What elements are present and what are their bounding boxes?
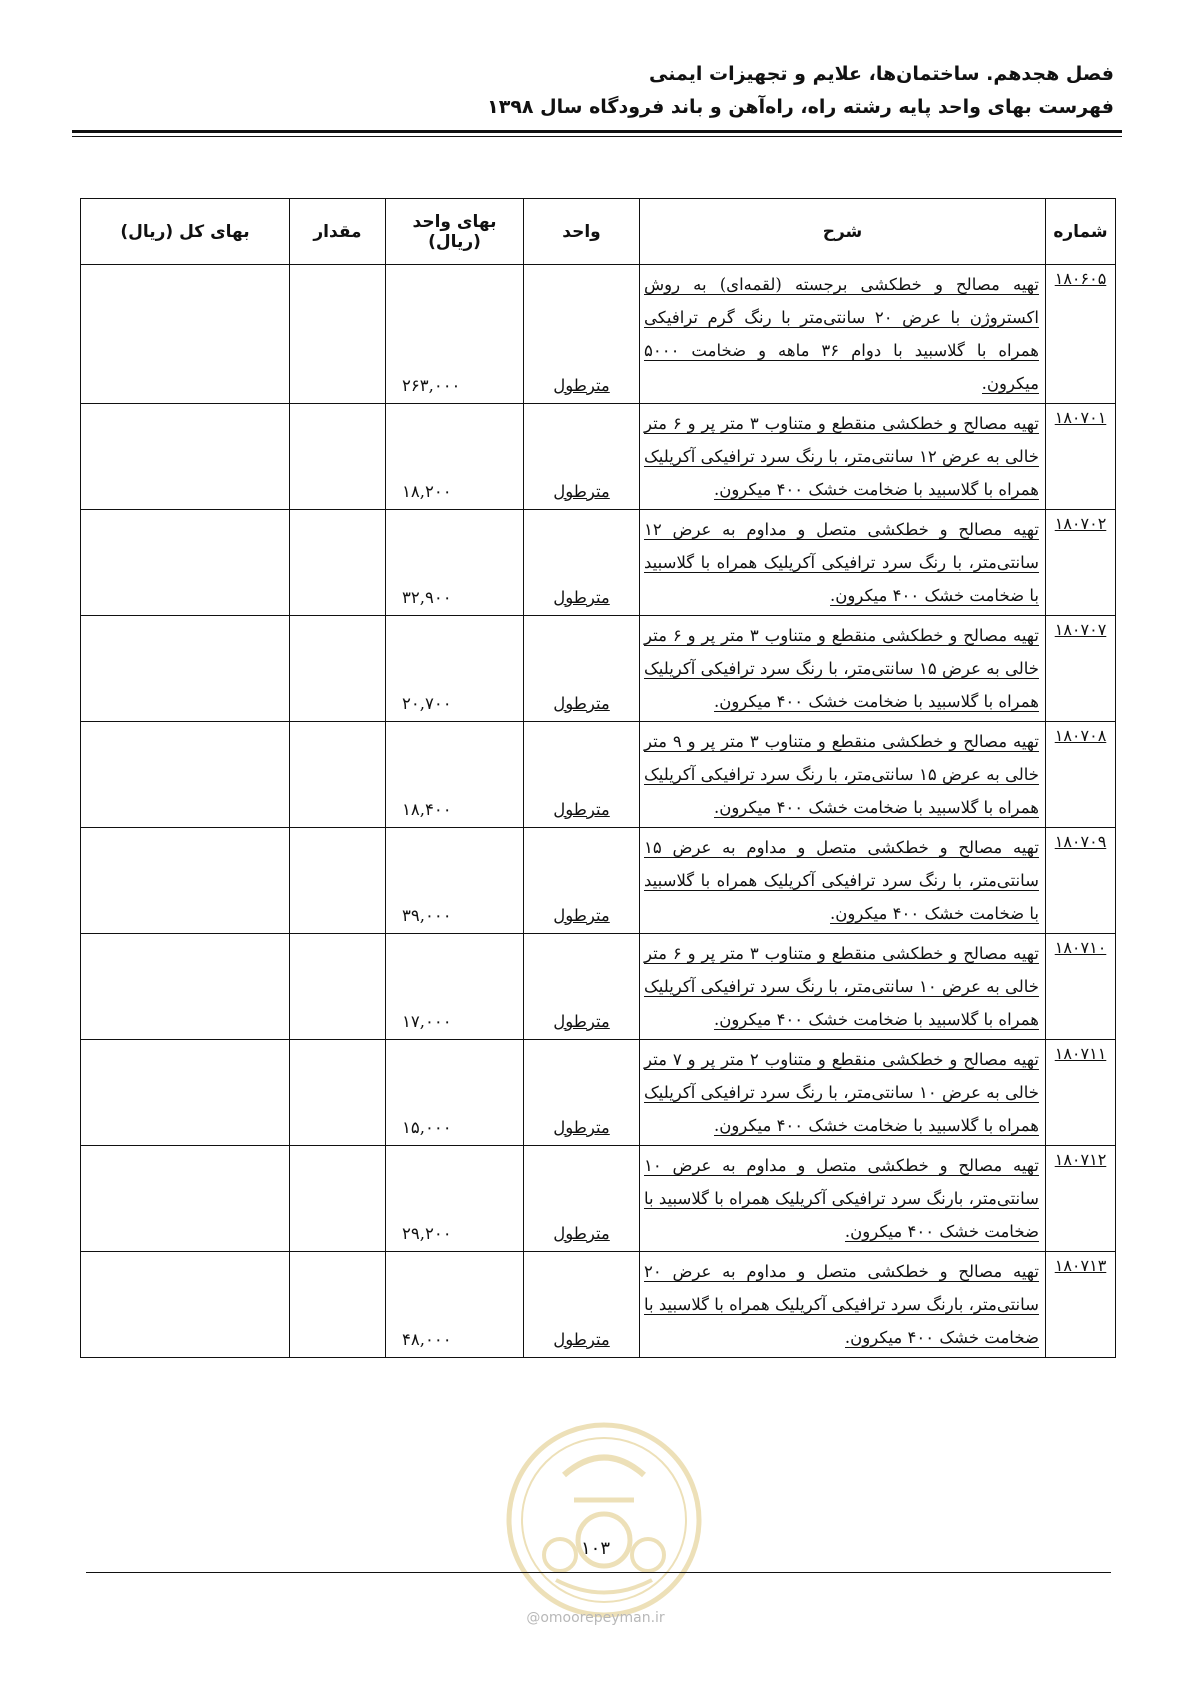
column-header-description: شرح (640, 199, 1046, 265)
item-unit-text: مترطول (553, 1224, 610, 1243)
item-description (640, 1252, 1046, 1358)
item-unit (524, 934, 640, 1040)
item-unit-price-text: ۲۶۳,۰۰۰ (402, 376, 461, 395)
item-unit-text: مترطول (553, 800, 610, 819)
table-row (81, 828, 1116, 934)
item-unit-price (386, 510, 524, 616)
item-unit-price (386, 265, 524, 404)
item-unit-price-text: ۱۷,۰۰۰ (402, 1012, 452, 1031)
item-code: ۱۸۰۷۱۱ (1046, 1040, 1116, 1146)
chapter-title: فصل هجدهم. ساختمان‌ها، علایم و تجهیزات ایمنی (649, 63, 1114, 85)
item-description (640, 510, 1046, 616)
item-unit (524, 1252, 640, 1358)
table-row (81, 722, 1116, 828)
item-total-price[interactable] (81, 265, 290, 404)
item-quantity[interactable] (290, 1146, 386, 1252)
table-row (81, 1040, 1116, 1146)
item-quantity[interactable] (290, 1040, 386, 1146)
header-rule-thick (72, 130, 1122, 133)
item-quantity[interactable] (290, 934, 386, 1040)
item-unit-text: مترطول (553, 1118, 610, 1137)
item-unit-price (386, 1040, 524, 1146)
item-quantity[interactable] (290, 616, 386, 722)
item-quantity[interactable] (290, 1252, 386, 1358)
column-header-unit: واحد (524, 199, 640, 265)
seal-logo (504, 1420, 704, 1620)
item-description (640, 934, 1046, 1040)
item-description (640, 265, 1046, 404)
watermark: @omoorepeyman.ir (526, 1610, 665, 1626)
item-quantity[interactable] (290, 265, 386, 404)
item-description (640, 1040, 1046, 1146)
item-unit-price (386, 934, 524, 1040)
table-row (81, 404, 1116, 510)
column-header-quantity: مقدار (290, 199, 386, 265)
item-quantity[interactable] (290, 722, 386, 828)
item-description-text: تهیه مصالح و خطکشی منقطع و متناوب ۳ متر پر و ۶ متر خالی به عرض ۱۵ سانتی‌متر، با رنگ سرد ترافیکی آکریلیک همراه با گلاسبید با ضخامت خشک ۴۰۰ میکرون. (644, 626, 1039, 711)
item-total-price[interactable] (81, 934, 290, 1040)
item-code: ۱۸۰۷۰۸ (1046, 722, 1116, 828)
item-unit-price-text: ۳۲,۹۰۰ (402, 588, 452, 607)
item-unit-text: مترطول (553, 1012, 610, 1031)
item-unit (524, 722, 640, 828)
item-unit-price-text: ۱۸,۴۰۰ (402, 800, 452, 819)
item-unit-price (386, 616, 524, 722)
item-unit (524, 265, 640, 404)
page-number: ۱۰۳ (580, 1538, 610, 1559)
item-total-price[interactable] (81, 616, 290, 722)
item-quantity[interactable] (290, 828, 386, 934)
item-code: ۱۸۰۷۰۹ (1046, 828, 1116, 934)
item-unit (524, 404, 640, 510)
page-header (72, 58, 1122, 124)
item-description (640, 1146, 1046, 1252)
item-code: ۱۸۰۷۱۲ (1046, 1146, 1116, 1252)
item-quantity[interactable] (290, 510, 386, 616)
item-unit-text: مترطول (553, 482, 610, 501)
item-unit-text: مترطول (553, 1330, 610, 1349)
item-unit (524, 1040, 640, 1146)
footer-rule (86, 1572, 1111, 1573)
item-code: ۱۸۰۶۰۵ (1046, 265, 1116, 404)
item-description (640, 616, 1046, 722)
header-rule-thin (72, 136, 1122, 137)
item-unit-text: مترطول (553, 376, 610, 395)
item-description-text: تهیه مصالح و خطکشی متصل و مداوم به عرض ۱۰ سانتی‌متر، بارنگ سرد ترافیکی آکریلیک همراه با گلاسبید با ضخامت خشک ۴۰۰ میکرون. (644, 1156, 1039, 1241)
item-total-price[interactable] (81, 1040, 290, 1146)
item-total-price[interactable] (81, 404, 290, 510)
item-description-text: تهیه مصالح و خطکشی منقطع و متناوب ۳ متر پر و ۶ متر خالی به عرض ۱۲ سانتی‌متر، با رنگ سرد ترافیکی آکریلیک همراه با گلاسبید با ضخامت خشک ۴۰۰ میکرون. (644, 414, 1039, 499)
item-description-text: تهیه مصالح و خطکشی منقطع و متناوب ۲ متر پر و ۷ متر خالی به عرض ۱۰ سانتی‌متر، با رنگ سرد ترافیکی آکریلیک همراه با گلاسبید با ضخامت خشک ۴۰۰ میکرون. (644, 1050, 1039, 1135)
table-row (81, 510, 1116, 616)
item-unit-price-text: ۱۵,۰۰۰ (402, 1118, 452, 1137)
table-row (81, 265, 1116, 404)
item-description-text: تهیه مصالح و خطکشی منقطع و متناوب ۳ متر پر و ۹ متر خالی به عرض ۱۵ سانتی‌متر، با رنگ سرد ترافیکی آکریلیک همراه با گلاسبید با ضخامت خشک ۴۰۰ میکرون. (644, 732, 1039, 817)
item-quantity[interactable] (290, 404, 386, 510)
table-row (81, 1252, 1116, 1358)
column-header-total-price: بهای کل (ریال) (81, 199, 290, 265)
item-description (640, 722, 1046, 828)
item-unit-price (386, 722, 524, 828)
item-code: ۱۸۰۷۰۷ (1046, 616, 1116, 722)
item-unit-text: مترطول (553, 906, 610, 925)
item-description-text: تهیه مصالح و خطکشی متصل و مداوم به عرض ۱۲ سانتی‌متر، با رنگ سرد ترافیکی آکریلیک همراه با گلاسبید با ضخامت خشک ۴۰۰ میکرون. (644, 520, 1039, 605)
item-unit-text: مترطول (553, 588, 610, 607)
item-unit-text: مترطول (553, 694, 610, 713)
table-row (81, 616, 1116, 722)
item-total-price[interactable] (81, 1146, 290, 1252)
item-unit-price (386, 1252, 524, 1358)
item-total-price[interactable] (81, 510, 290, 616)
table-row (81, 1146, 1116, 1252)
item-unit (524, 828, 640, 934)
item-code: ۱۸۰۷۰۲ (1046, 510, 1116, 616)
item-total-price[interactable] (81, 1252, 290, 1358)
document-title: فهرست بهای واحد پایه رشته راه، راه‌آهن و باند فرودگاه سال ۱۳۹۸ (487, 96, 1114, 118)
item-unit (524, 510, 640, 616)
item-code: ۱۸۰۷۱۰ (1046, 934, 1116, 1040)
item-unit-price-text: ۱۸,۲۰۰ (402, 482, 452, 501)
item-description-text: تهیه مصالح و خطکشی برجسته (لقمه‌ای) به روش اکستروژن با عرض ۲۰ سانتی‌متر با رنگ گرم ترافیکی همراه با گلاسبید با دوام ۳۶ ماهه و ضخامت ۵۰۰۰ میکرون. (644, 275, 1039, 393)
column-header-unit-price: بهای واحد (ریال) (386, 199, 524, 265)
item-unit-price (386, 828, 524, 934)
item-unit-price-text: ۲۹,۲۰۰ (402, 1224, 452, 1243)
item-description-text: تهیه مصالح و خطکشی منقطع و متناوب ۳ متر پر و ۶ متر خالی به عرض ۱۰ سانتی‌متر، با رنگ سرد ترافیکی آکریلیک همراه با گلاسبید با ضخامت خشک ۴۰۰ میکرون. (644, 944, 1039, 1029)
item-total-price[interactable] (81, 722, 290, 828)
item-code: ۱۸۰۷۱۳ (1046, 1252, 1116, 1358)
item-unit-price-text: ۴۸,۰۰۰ (402, 1330, 452, 1349)
item-description-text: تهیه مصالح و خطکشی متصل و مداوم به عرض ۲۰ سانتی‌متر، بارنگ سرد ترافیکی آکریلیک همراه با گلاسبید با ضخامت خشک ۴۰۰ میکرون. (644, 1262, 1039, 1347)
column-header-number: شماره (1046, 199, 1116, 265)
price-table (80, 198, 1116, 1358)
item-unit-price-text: ۲۰,۷۰۰ (402, 694, 452, 713)
item-unit-price (386, 1146, 524, 1252)
item-unit-price (386, 404, 524, 510)
item-total-price[interactable] (81, 828, 290, 934)
item-description-text: تهیه مصالح و خطکشی متصل و مداوم به عرض ۱۵ سانتی‌متر، با رنگ سرد ترافیکی آکریلیک همراه با گلاسبید با ضخامت خشک ۴۰۰ میکرون. (644, 838, 1039, 923)
table-header-row (81, 199, 1116, 265)
item-unit (524, 1146, 640, 1252)
item-description (640, 828, 1046, 934)
item-code: ۱۸۰۷۰۱ (1046, 404, 1116, 510)
item-unit-price-text: ۳۹,۰۰۰ (402, 906, 452, 925)
table-row (81, 934, 1116, 1040)
item-description (640, 404, 1046, 510)
item-unit (524, 616, 640, 722)
